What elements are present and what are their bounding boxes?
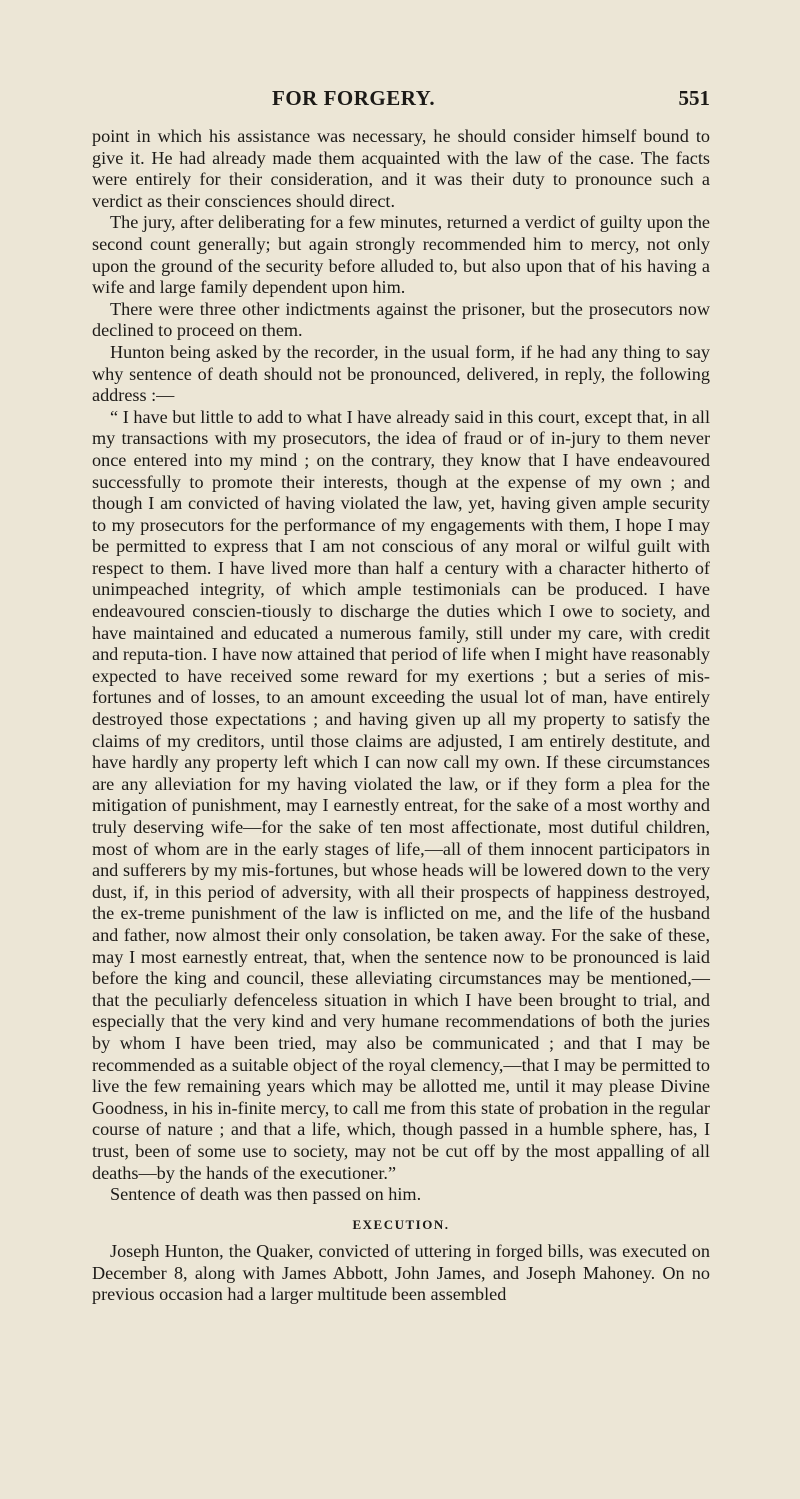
paragraph: There were three other indictments against the prisoner, but the prosecutors now declined to proceed on them. xyxy=(92,298,710,341)
paragraph: Sentence of death was then passed on him. xyxy=(110,1184,422,1205)
address-paragraph: “ I have but little to add to what I have already said in this court, except that, in all my transactions with my prosecutors, the idea of fraud or of in-jury to them never once entered into my mind ; on the contrary, they know that I have endeavoured successfully to promote their interests, though at the expense of my own ; and though I am convicted of having violated the law, yet, having given ample security to my prosecutors for the performance of my engagements with them, I hope I may be permitted to express that I am not conscious of any moral or wilful guilt with respect to them. I have lived more than half a century with a character hitherto of unimpeached integrity, of which ample testimonials can be produced. I have endeavoured conscien-tiously to discharge the duties which I owe to society, and have maintained and educated a numerous family, still under my care, with credit and reputa-tion. I have now attained that period of life when I might have reasonably expected to have received some reward for my exertions ; but a series of mis-fortunes and of losses, to an amount exceeding the usual lot of man, have entirely destroyed those expectations ; and having given up all my property to satisfy the claims of my creditors, until those claims are adjusted, I am entirely destitute, and have hardly any property left which I can now call my own. If these circumstances are any alleviation for my having violated the law, or if they form a plea for the mitigation of punishment, may I earnestly entreat, for the sake of a most worthy and truly deserving wife—for the sake of ten most affectionate, most dutiful children, most of whom are in the early stages of life,—all of them innocent participators in and sufferers by my mis-fortunes, but whose heads will be lowered down to the very dust, if, in this period of adversity, with all their prospects of happiness destroyed, the ex-treme punishment of the law is inflicted on me, and the life of the husband and father, now almost their only consolation, be taken away. For the sake of these, may I most earnestly entreat, that, when the sentence now to be pronounced is laid before the king and council, these alleviating circumstances may be mentioned,—that the peculiarly defenceless situation in which I have been brought to trial, and especially that the very kind and very humane recommendations of both the juries by whom I have been tried, may also be communicated ; and that I may be recommended as a suitable object of the royal clemency,—that I may be permitted to live the few remaining years which may be allotted me, until it may please Divine Goodness, in his in-finite mercy, to call me from this state of probation in the regular course of nature ; and that a life, which, though passed in a humble sphere, has, I trust, been of some use to society, may not be cut off by the most appalling of all deaths—by the hands of the executioner.” xyxy=(92,406,710,1183)
running-head: FOR FORGERY. xyxy=(272,86,436,110)
page-number: 551 xyxy=(678,86,710,110)
body-text xyxy=(92,126,710,1306)
paragraph: The jury, after deliberating for a few minutes, returned a verdict of guilty upon the second count generally; but again strongly recommended him to mercy, not only upon the ground of the security before alluded to, but also upon that of his having a wife and large family dependent upon him. xyxy=(92,212,710,298)
paragraph: point in which his assistance was necessary, he should consider himself bound to give it. He had already made them acquainted with the law of the case. The facts were entirely for their consideration, and it was their duty to pronounce such a verdict as their consciences should direct. xyxy=(92,126,710,211)
section-heading: EXECUTION. xyxy=(352,1216,450,1232)
paragraph: Joseph Hunton, the Quaker, convicted of uttering in forged bills, was executed on December 8, along with James Abbott, John James, and Joseph Mahoney. On no previous occasion had a larger multitude been assembled xyxy=(92,1241,710,1305)
paragraph: Hunton being asked by the recorder, in the usual form, if he had any thing to say why sentence of death should not be pronounced, delivered, in reply, the following address :— xyxy=(92,341,710,406)
page-header xyxy=(92,86,710,116)
